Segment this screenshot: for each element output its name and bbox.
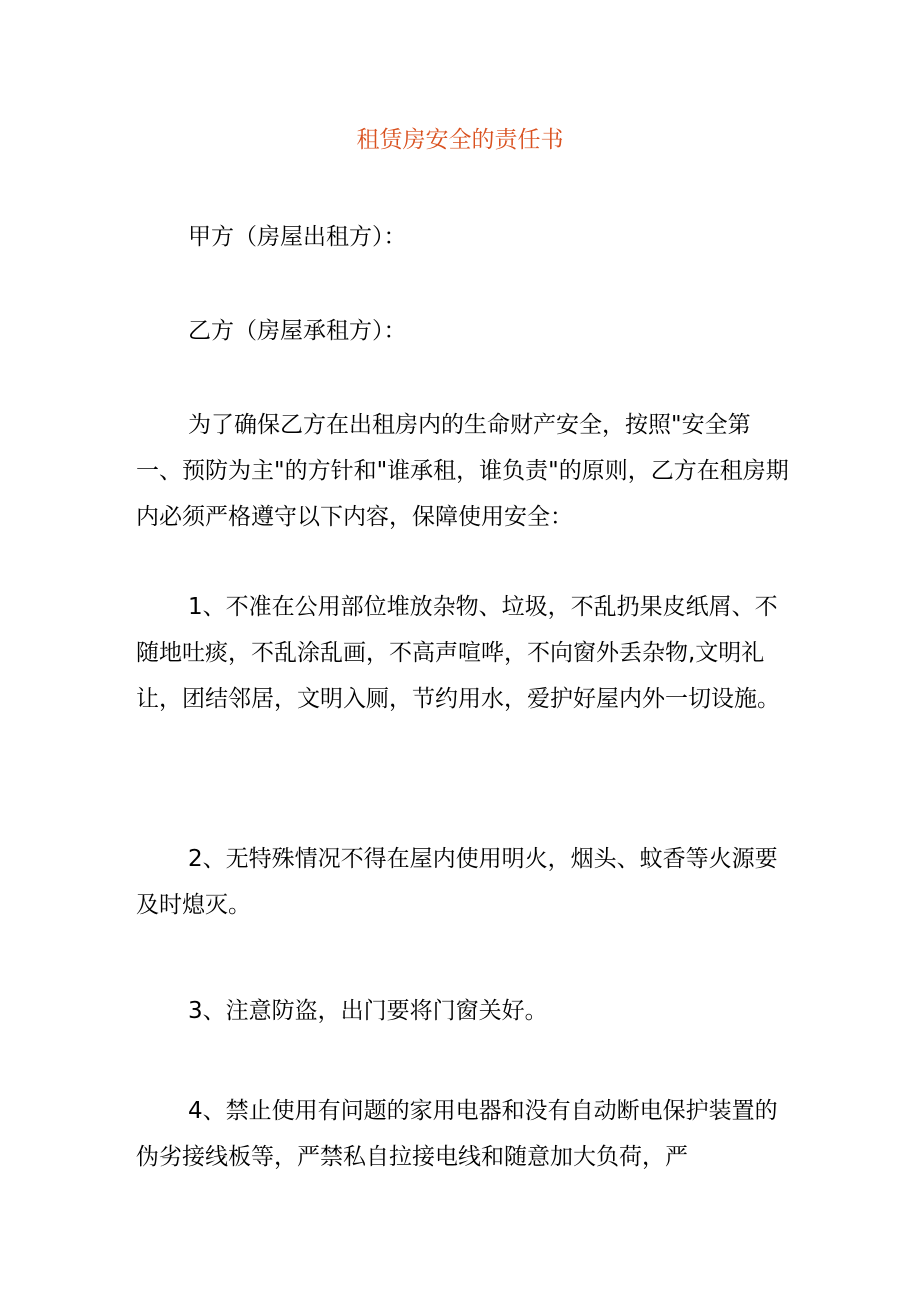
clause-3: 3、注意防盗，出门要将门窗关好。	[188, 998, 548, 1024]
intro-paragraph: 为了确保乙方在出租房内的生命财产安全，按照"安全第一、预防为主"的方针和"谁承租，谁负责"的原则，乙方在租房期内必须严格遵守以下内容，保障使用安全：	[136, 412, 789, 530]
clause-4: 4、禁止使用有问题的家用电器和没有自动断电保护装置的伪劣接线板等，严禁私自拉接电线和随意加大负荷，严	[136, 1098, 778, 1170]
clause-1: 1、不准在公用部位堆放杂物、垃圾，不乱扔果皮纸屑、不随地吐痰，不乱涂乱画，不高声喧哗，不向窗外丢杂物,文明礼让，团结邻居，文明入厕，节约用水，爱护好屋内外一切设施。	[136, 594, 780, 712]
clause-2: 2、无特殊情况不得在屋内使用明火，烟头、蚊香等火源要及时熄灭。	[136, 846, 778, 918]
party-b-line: 乙方（房屋承租方）：	[188, 318, 407, 344]
party-a-line: 甲方（房屋出租方）：	[188, 224, 407, 250]
document-title: 租赁房安全的责任书	[356, 127, 564, 153]
